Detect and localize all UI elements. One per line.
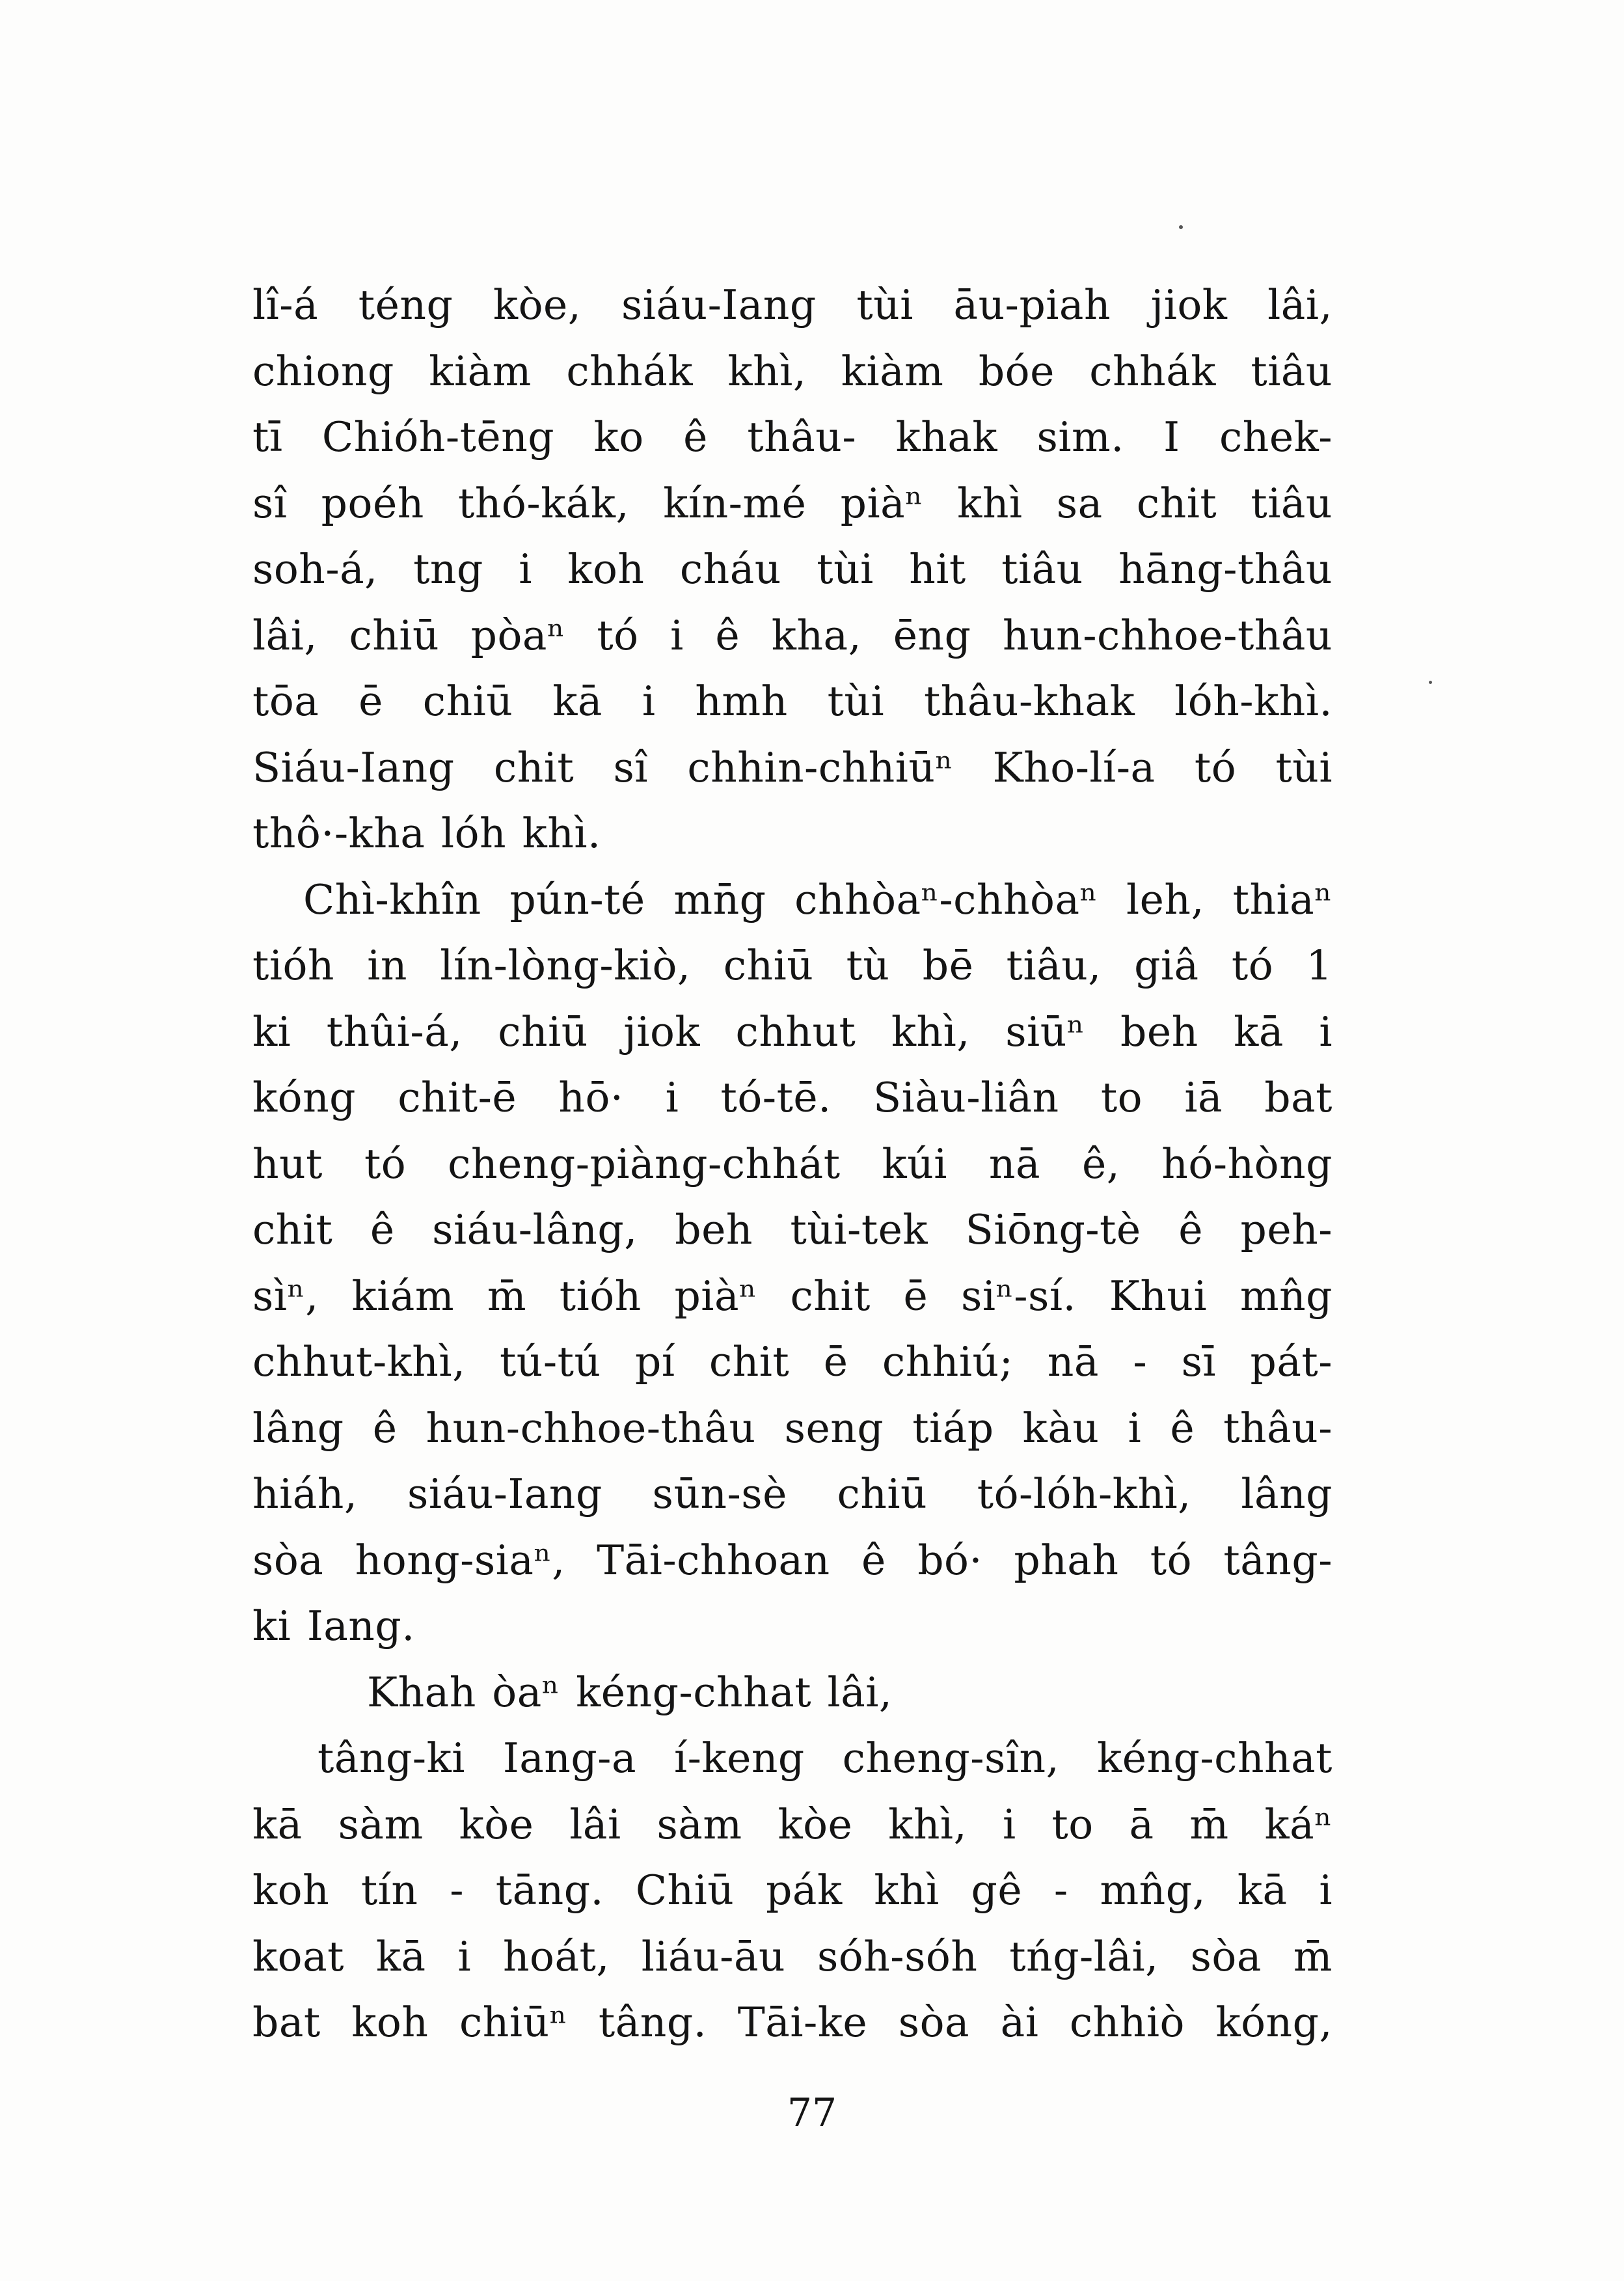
text-line: soh-á, tng i koh cháu tùi hit tiâu hāng-thâu (252, 545, 1333, 593)
text-line: chit ê siáu-lâng, beh tùi-tek Siōng-tè ê peh- (252, 1206, 1333, 1253)
text-line: chhut-khì, tú-tú pí chit ē chhiú; nā - sī pát- (252, 1338, 1333, 1386)
paragraph-2 (252, 867, 1333, 1660)
text-line: bat koh chiūⁿ tâng. Tāi-ke sòa ài chhiò kóng, (252, 1999, 1333, 2046)
text-line: kā sàm kòe lâi sàm kòe khì, i to ā m̄ káⁿ (252, 1800, 1333, 1848)
text-line: sìⁿ, kiám m̄ tióh piàⁿ chit ē siⁿ-sí. Khui mn̂g (252, 1272, 1333, 1320)
text-line: Khah òaⁿ kéng-chhat lâi, (367, 1668, 893, 1716)
text-line: thô·-kha lóh khì. (252, 810, 601, 857)
text-line: tī Chióh-tēng ko ê thâu- khak sim. I chek- (252, 413, 1333, 461)
text-line: ki thûi-á, chiū jiok chhut khì, siūⁿ beh kā i (252, 1007, 1333, 1056)
text-line: kóng chit-ē hō· i tó-tē. Siàu-liân to iā bat (252, 1074, 1333, 1121)
page-number: 77 (787, 2090, 837, 2136)
text-line: tōa ē chiū kā i hmh tùi thâu-khak lóh-khì. (252, 677, 1333, 725)
text-line: hiáh, siáu-Iang sūn-sè chiū tó-lóh-khì, lâng (252, 1470, 1333, 1518)
text-line: tióh in lín-lòng-kiò, chiū tù bē tiâu, giâ tó 1 (252, 942, 1333, 989)
text-line: koat kā i hoát, liáu-āu sóh-sóh tńg-lâi, sòa m̄ (252, 1932, 1333, 1980)
text-line: Siáu-Iang chit sî chhin-chhiūⁿ Kho-lí-a tó tùi (252, 743, 1333, 791)
text-line: lâi, chiū pòaⁿ tó i ê kha, ēng hun-chhoe-thâu (252, 611, 1333, 659)
text-line: lâng ê hun-chhoe-thâu seng tiáp kàu i ê thâu- (252, 1404, 1333, 1452)
text-line: chiong kiàm chhák khì, kiàm bóe chhák tiâu (252, 347, 1333, 395)
body-text (252, 272, 1333, 2056)
text-line: lî-á téng kòe, siáu-Iang tùi āu-piah jiok lâi, (252, 281, 1333, 329)
paragraph-1 (252, 272, 1333, 867)
text-line: hut tó cheng-piàng-chhát kúi nā ê, hó-hòng (252, 1140, 1333, 1188)
text-line: tâng-ki Iang-a í-keng cheng-sîn, kéng-chhat (318, 1734, 1333, 1782)
text-line: Chì-khîn pún-té mn̄g chhòaⁿ-chhòaⁿ leh, thiaⁿ (303, 875, 1333, 923)
text-line: sòa hong-siaⁿ, Tāi-chhoan ê bó· phah tó tâng- (252, 1536, 1333, 1584)
ink-speck (1429, 681, 1432, 684)
text-line: sî poéh thó-kák, kín-mé piàⁿ khì sa chit tiâu (252, 479, 1333, 527)
ink-speck (1179, 225, 1183, 229)
text-line: koh tín - tāng. Chiū pák khì gê - mn̂g, kā i (252, 1866, 1333, 1914)
text-line: ki Iang. (252, 1602, 415, 1650)
paragraph-4 (252, 1725, 1333, 2056)
paragraph-3 (252, 1660, 1333, 1726)
